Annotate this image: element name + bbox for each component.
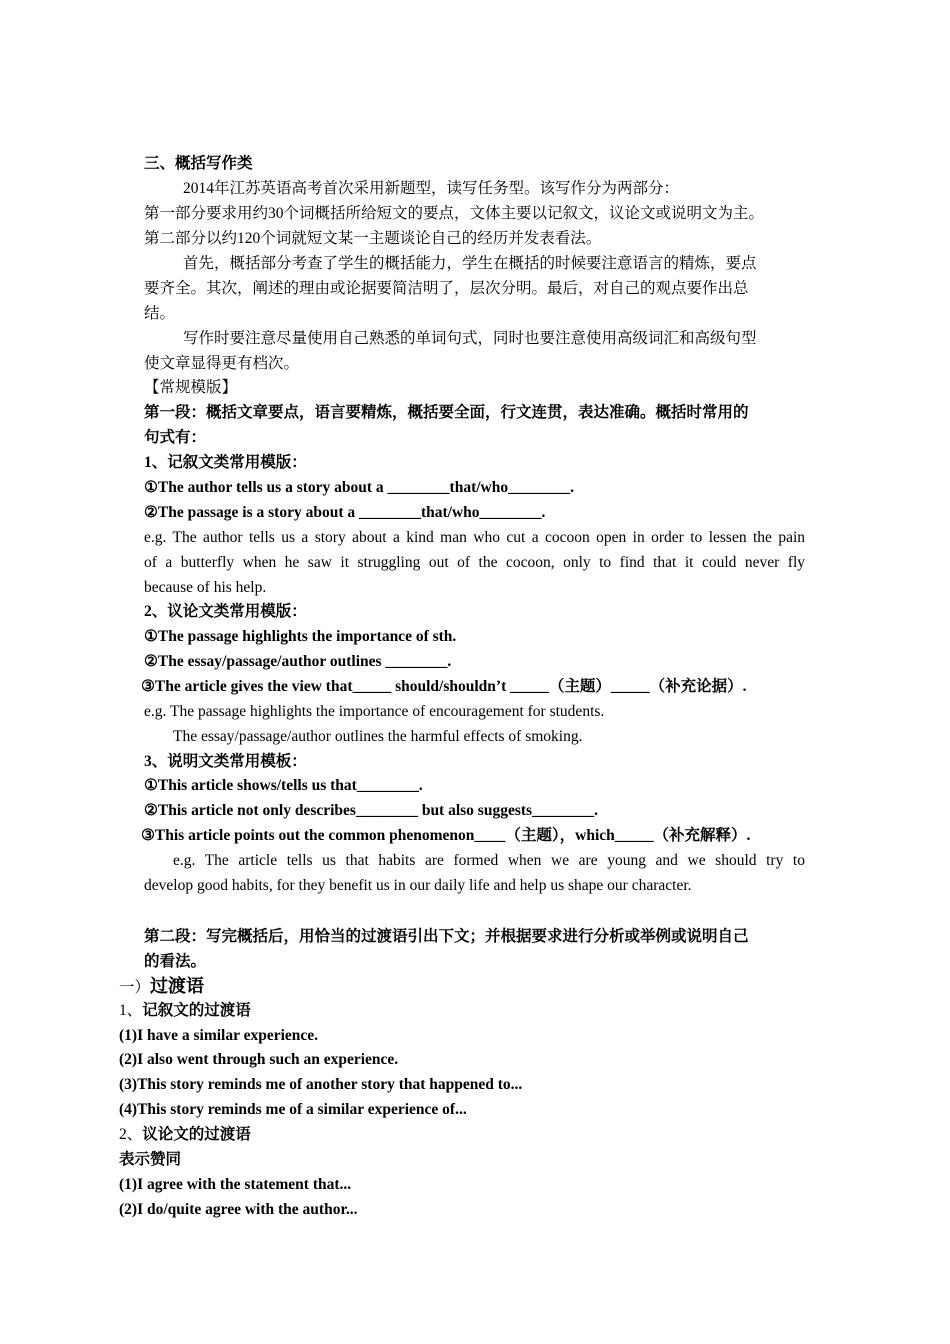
intro-line-3: 第二部分以约120个词就短文某一主题谈论自己的经历并发表看法。 <box>144 230 602 247</box>
para3-line-1: 写作时要注意尽量使用自己熟悉的单词句式，同时也要注意使用高级词汇和高级句型 <box>183 330 757 347</box>
intro-line-2: 第一部分要求用约30个词概括所给短文的要点，文体主要以记叙文，议论文或说明文为主。 <box>144 205 765 222</box>
expository-example-line-1: e.g. The article tells us that habits are formed when we are young and we should try to <box>173 852 805 869</box>
expository-item-3: ③This article points out the common phenomenon____（主题），which_____（补充解释）. <box>141 827 751 844</box>
part2-heading-line-1: 第二段：写完概括后，用恰当的过渡语引出下文；并根据要求进行分析或举例或说明自己 <box>144 928 749 945</box>
para3-line-2: 使文章显得更有档次。 <box>144 355 300 372</box>
argumentative-example-line-1: e.g. The passage highlights the importance of encouragement for students. <box>144 703 605 720</box>
narrative-example-line-3: because of his help. <box>144 579 267 596</box>
intro-line-1: 2014年江苏英语高考首次采用新题型，读写任务型。该写作分为两部分： <box>183 180 680 197</box>
narrative-transition-item-4: (4)This story reminds me of a similar experience of... <box>119 1101 467 1118</box>
argumentative-heading: 2、议论文类常用模版： <box>144 603 307 620</box>
agree-item-2: (2)I do/quite agree with the author... <box>119 1201 358 1218</box>
para2-line-3: 结。 <box>144 305 176 322</box>
part1-heading-line-2: 句式有： <box>144 429 207 446</box>
section-title: 三、概括写作类 <box>144 155 253 172</box>
argument-transition-title: 议论文的过渡语 <box>142 1126 251 1143</box>
narrative-transition-title: 记叙文的过渡语 <box>142 1002 251 1019</box>
argument-transition-prefix: 2、 <box>119 1126 143 1143</box>
part1-heading-line-1: 第一段：概括文章要点，语言要精炼，概括要全面，行文连贯，表达准确。概括时常用的 <box>144 404 749 421</box>
agree-item-1: (1)I agree with the statement that... <box>119 1176 352 1193</box>
argumentative-example-line-2: The essay/passage/author outlines the harmful effects of smoking. <box>173 728 583 745</box>
part2-heading-line-2: 的看法。 <box>144 953 207 970</box>
narrative-item-1: ①The author tells us a story about a ________that/who________. <box>144 479 574 496</box>
expository-item-2: ②This article not only describes________ but also suggests________. <box>144 802 598 819</box>
narrative-transition-heading <box>119 1001 251 1021</box>
narrative-example-line-1: e.g. The author tells us a story about a kind man who cut a cocoon open in order to lessen the pain <box>144 529 805 546</box>
argumentative-item-3: ③The article gives the view that_____ should/shouldn’t _____（主题）_____（补充论据）. <box>141 678 747 695</box>
agree-heading: 表示赞同 <box>119 1151 182 1168</box>
narrative-example-line-2: of a butterfly when he saw it struggling out of the cocoon, only to find that it could never fly <box>144 554 805 571</box>
narrative-heading: 1、记叙文类常用模版： <box>144 454 307 471</box>
template-heading: 【常规模版】 <box>144 379 238 396</box>
para2-line-2: 要齐全。其次，阐述的理由或论据要简洁明了，层次分明。最后，对自己的观点要作出总 <box>144 280 749 297</box>
expository-example-line-2: develop good habits, for they benefit us in our daily life and help us shape our character. <box>144 877 692 894</box>
narrative-transition-item-1: (1)I have a similar experience. <box>119 1027 319 1044</box>
argumentative-item-1: ①The passage highlights the importance of sth. <box>144 628 457 645</box>
expository-heading: 3、说明文类常用模板： <box>144 753 307 770</box>
transition-heading <box>119 976 204 998</box>
transition-prefix: 一） <box>119 979 151 996</box>
narrative-transition-item-2: (2)I also went through such an experience. <box>119 1051 399 1068</box>
narrative-transition-item-3: (3)This story reminds me of another story that happened to... <box>119 1076 523 1093</box>
argumentative-item-2: ②The essay/passage/author outlines ________. <box>144 653 452 670</box>
expository-item-1: ①This article shows/tells us that________. <box>144 777 423 794</box>
narrative-item-2: ②The passage is a story about a ________that/who________. <box>144 504 546 521</box>
argument-transition-heading <box>119 1125 251 1145</box>
transition-title: 过渡语 <box>150 976 205 996</box>
narrative-transition-prefix: 1、 <box>119 1002 143 1019</box>
para2-line-1: 首先，概括部分考查了学生的概括能力，学生在概括的时候要注意语言的精炼，要点 <box>183 255 757 272</box>
